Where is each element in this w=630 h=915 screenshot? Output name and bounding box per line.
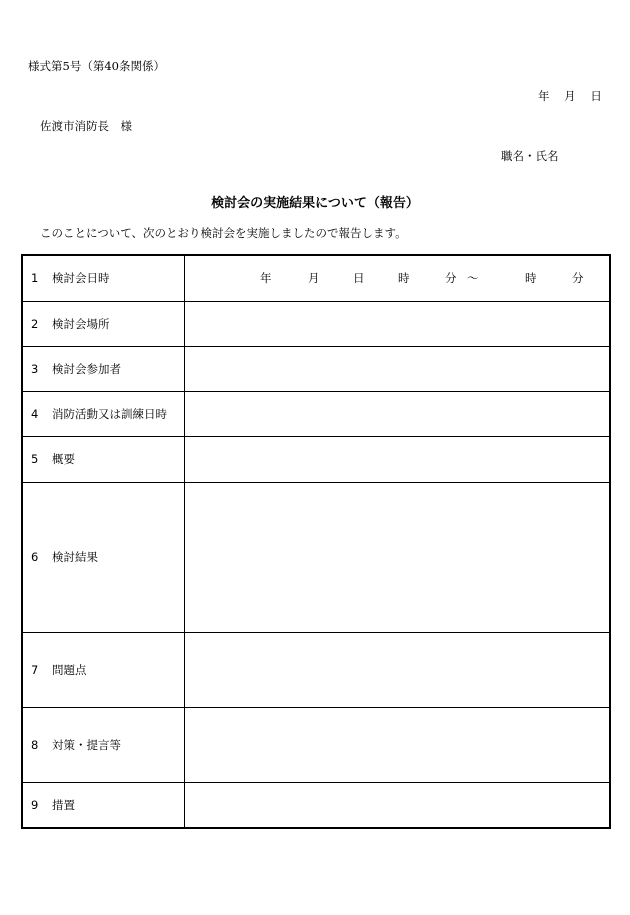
row-label: 1 検討会日時 [22, 255, 185, 301]
row-label: 5 概要 [22, 436, 185, 482]
dt-minute2: 分 [572, 271, 584, 286]
summary-field[interactable] [185, 436, 611, 482]
date-day-label: 日 [590, 89, 602, 103]
row-label: 9 措置 [22, 782, 185, 828]
row-label: 3 検討会参加者 [22, 346, 185, 391]
row-label: 4 消防活動又は訓練日時 [22, 391, 185, 436]
intro-text: このことについて、次のとおり検討会を実施しましたので報告します。 [40, 226, 407, 240]
dt-tilde: ～ [467, 271, 479, 286]
table-row [22, 436, 610, 482]
dt-day: 日 [353, 271, 365, 286]
dt-minute: 分 [445, 271, 457, 286]
row-label: 8 対策・提言等 [22, 707, 185, 782]
meeting-place-field[interactable] [185, 301, 611, 346]
row-label: 6 検討結果 [22, 482, 185, 632]
dt-hour2: 時 [525, 271, 537, 286]
table-row [22, 707, 610, 782]
report-table [21, 254, 611, 829]
participants-field[interactable] [185, 346, 611, 391]
addressee: 佐渡市消防長 様 [40, 119, 132, 133]
meeting-datetime-field[interactable] [185, 255, 611, 301]
table-row [22, 482, 610, 632]
table-row [22, 255, 610, 301]
row-label: 2 検討会場所 [22, 301, 185, 346]
form-number: 様式第5号（第40条関係） [28, 59, 165, 73]
table-row [22, 782, 610, 828]
dt-month: 月 [308, 271, 320, 286]
table-row [22, 301, 610, 346]
report-date [538, 88, 602, 104]
issues-field[interactable] [185, 632, 611, 707]
review-results-field[interactable] [185, 482, 611, 632]
table-row [22, 346, 610, 391]
document-title: 検討会の実施結果について（報告） [211, 196, 419, 211]
table-row [22, 632, 610, 707]
dt-hour: 時 [398, 271, 410, 286]
dt-year: 年 [260, 271, 272, 286]
countermeasures-field[interactable] [185, 707, 611, 782]
measures-field[interactable] [185, 782, 611, 828]
table-row [22, 391, 610, 436]
date-year-label: 年 [538, 89, 550, 103]
activity-datetime-field[interactable] [185, 391, 611, 436]
row-label: 7 問題点 [22, 632, 185, 707]
reporter-name-label: 職名・氏名 [501, 149, 559, 163]
date-month-label: 月 [564, 89, 576, 103]
